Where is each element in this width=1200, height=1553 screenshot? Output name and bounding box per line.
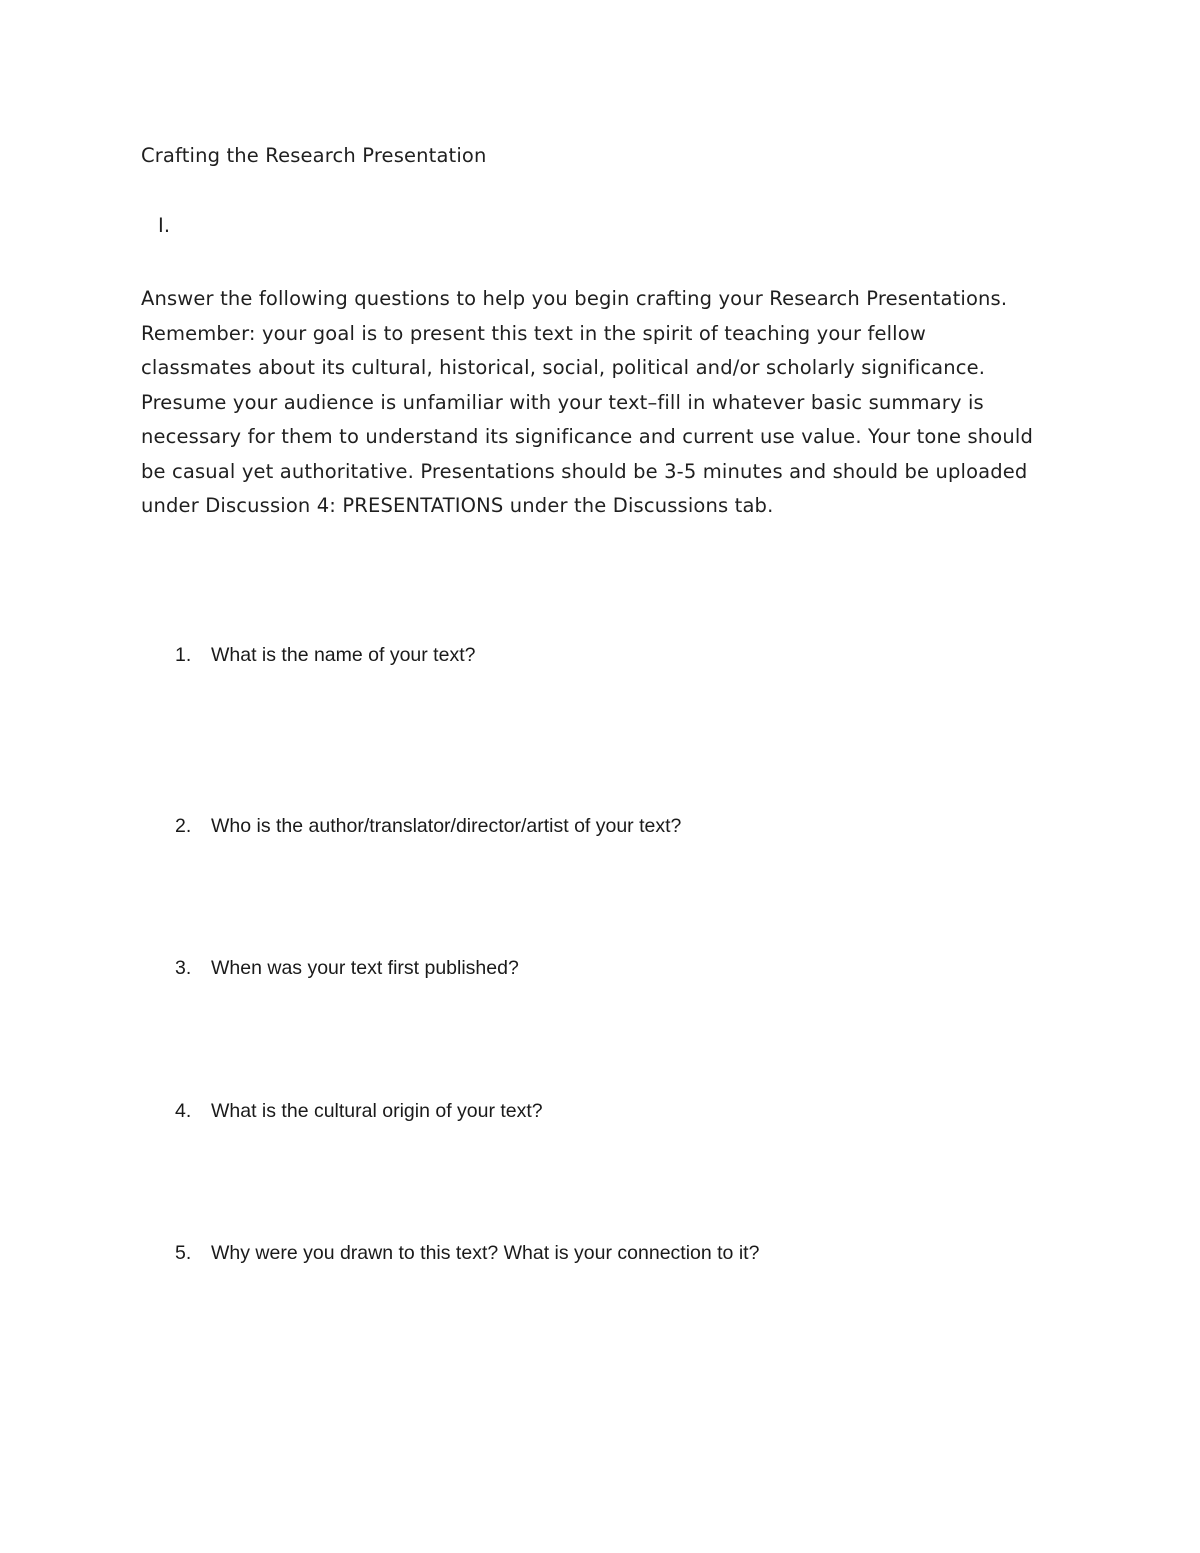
question-item xyxy=(175,1100,543,1123)
section-numeral: I. xyxy=(158,214,171,237)
question-item xyxy=(175,957,519,980)
question-text: Why were you drawn to this text? What is your connection to it? xyxy=(211,1242,760,1264)
question-item xyxy=(175,1242,759,1265)
intro-line: classmates about its cultural, historical, social, political and/or scholarly significance. xyxy=(141,356,986,379)
intro-line: under Discussion 4: PRESENTATIONS under the Discussions tab. xyxy=(141,494,774,517)
intro-line: Remember: your goal is to present this text in the spirit of teaching your fellow xyxy=(141,321,926,345)
question-number: 2. xyxy=(175,815,192,837)
question-text: Who is the author/translator/director/artist of your text? xyxy=(211,815,682,837)
question-text: When was your text first published? xyxy=(211,957,519,979)
intro-line: Presume your audience is unfamiliar with your text–fill in whatever basic summary is xyxy=(141,390,984,414)
question-number: 1. xyxy=(175,644,192,666)
question-number: 5. xyxy=(175,1242,192,1264)
question-number: 4. xyxy=(175,1100,192,1122)
question-item xyxy=(175,644,475,667)
intro-line: be casual yet authoritative. Presentations should be 3-5 minutes and should be uploaded xyxy=(141,459,1028,483)
question-item xyxy=(175,815,681,838)
document-title: Crafting the Research Presentation xyxy=(141,144,487,167)
intro-line: necessary for them to understand its significance and current use value. Your tone should xyxy=(141,425,1033,448)
question-text: What is the cultural origin of your text? xyxy=(211,1100,543,1122)
question-number: 3. xyxy=(175,957,192,979)
intro-line: Answer the following questions to help you begin crafting your Research Presentations. xyxy=(141,287,1008,310)
question-text: What is the name of your text? xyxy=(211,644,476,666)
